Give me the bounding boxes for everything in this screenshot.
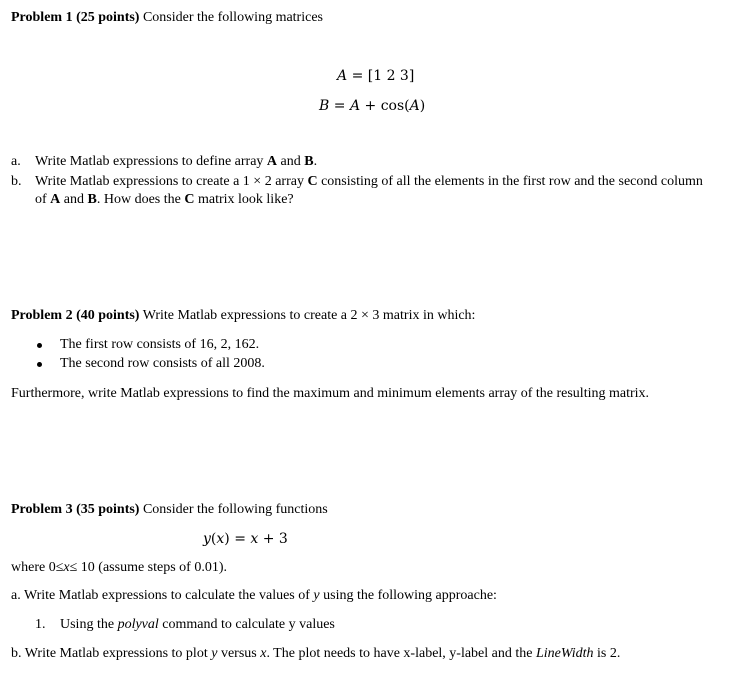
p3a-text1: a. Write Matlab expressions to calculate the values of (11, 588, 314, 603)
problem1-heading-line (11, 10, 323, 26)
part-b-A: A (50, 192, 61, 207)
eq-paren2: ) = (224, 531, 251, 547)
equation-y (203, 531, 288, 547)
part-b-C2: C (184, 192, 195, 207)
problem3-intro: Consider the following functions (139, 502, 328, 517)
p3b-text2: versus (217, 646, 261, 661)
part-b-C: C (307, 174, 318, 189)
problem2-bullet-1: The first row consists of 16, 2, 162. (60, 337, 260, 352)
eq2-lhs: B (319, 98, 330, 114)
problem1-intro: Consider the following matrices (139, 10, 323, 25)
problem1-part-a-marker: a. (11, 154, 21, 169)
part-b-and: and (60, 192, 88, 207)
eq2-plus: + cos( (360, 98, 410, 114)
sub1-text1: Using the (60, 617, 118, 632)
part-a-end: . (313, 154, 318, 169)
eq-paren1: ( (210, 531, 217, 547)
problem3-heading: Problem 3 (35 points) (11, 502, 140, 517)
p3b-text4: is 2. (593, 646, 621, 661)
part-a-A: A (266, 154, 278, 169)
part-b-text5: matrix look like? (194, 192, 294, 207)
problem3-part-b (11, 646, 620, 662)
eq2-close: ) (419, 98, 426, 114)
problem2-bullet-2: The second row consists of all 2008. (60, 356, 265, 371)
bullet-1-marker (37, 343, 42, 348)
problem1-part-a (35, 154, 317, 170)
bullet-2-marker (37, 362, 42, 367)
eq2-a2: A (409, 98, 420, 114)
sub1-cmd: polyval (117, 617, 159, 632)
sub1-text2: command to calculate y values (158, 617, 335, 632)
p3a-y: y (313, 588, 320, 603)
where-text: where 0≤ (11, 560, 64, 575)
p3a-text2: using the following approache: (319, 588, 497, 603)
equation-b (319, 98, 425, 114)
problem3-sub1-marker: 1. (35, 617, 46, 632)
eq-y: y (203, 531, 211, 547)
where-rest: ≤ 10 (assume steps of 0.01). (69, 560, 227, 575)
eq-x1: x (216, 531, 225, 547)
eq2-a1: A (349, 98, 361, 114)
equation-a (337, 68, 414, 84)
problem2-heading: Problem 2 (40 points) (11, 308, 140, 323)
part-b-text2: consisting of all the elements in the first row and the second column (317, 174, 703, 189)
p3b-text3: . The plot needs to have x-label, y-label and the (266, 646, 536, 661)
eq1-rhs: = [1 2 3] (347, 68, 415, 84)
part-b-text1: Write Matlab expressions to create a 1 × 2 array (35, 174, 308, 189)
problem3-part-a (11, 588, 497, 604)
where-x: x (63, 560, 70, 575)
p3b-lw: LineWidth (535, 646, 594, 661)
problem1-part-b-line1 (35, 174, 703, 190)
eq-plus3: + 3 (258, 531, 288, 547)
problem3-sub1 (60, 617, 335, 633)
eq-x2: x (250, 531, 259, 547)
part-b-text3: of (35, 192, 51, 207)
problem3-heading-line (11, 502, 328, 518)
problem2-intro: Write Matlab expressions to create a 2 × 3 matrix in which: (139, 308, 476, 323)
p3b-y: y (211, 646, 218, 661)
part-b-text4: . How does the (96, 192, 185, 207)
part-a-text1: Write Matlab expressions to define array (35, 154, 267, 169)
eq2-mid: = (329, 98, 350, 114)
problem1-heading: Problem 1 (25 points) (11, 10, 140, 25)
problem2-furthermore: Furthermore, write Matlab expressions to find the maximum and minimum elements array of the resulting matrix. (11, 386, 650, 401)
eq1-lhs: A (337, 68, 348, 84)
problem1-part-b-line2 (35, 192, 294, 208)
problem1-part-b-marker: b. (11, 174, 22, 189)
p3b-x: x (260, 646, 267, 661)
part-a-B: B (304, 154, 314, 169)
problem2-heading-line (11, 308, 475, 324)
p3b-text1: b. Write Matlab expressions to plot (11, 646, 212, 661)
problem3-where (11, 560, 227, 576)
part-a-and: and (277, 154, 305, 169)
part-b-B: B (87, 192, 97, 207)
